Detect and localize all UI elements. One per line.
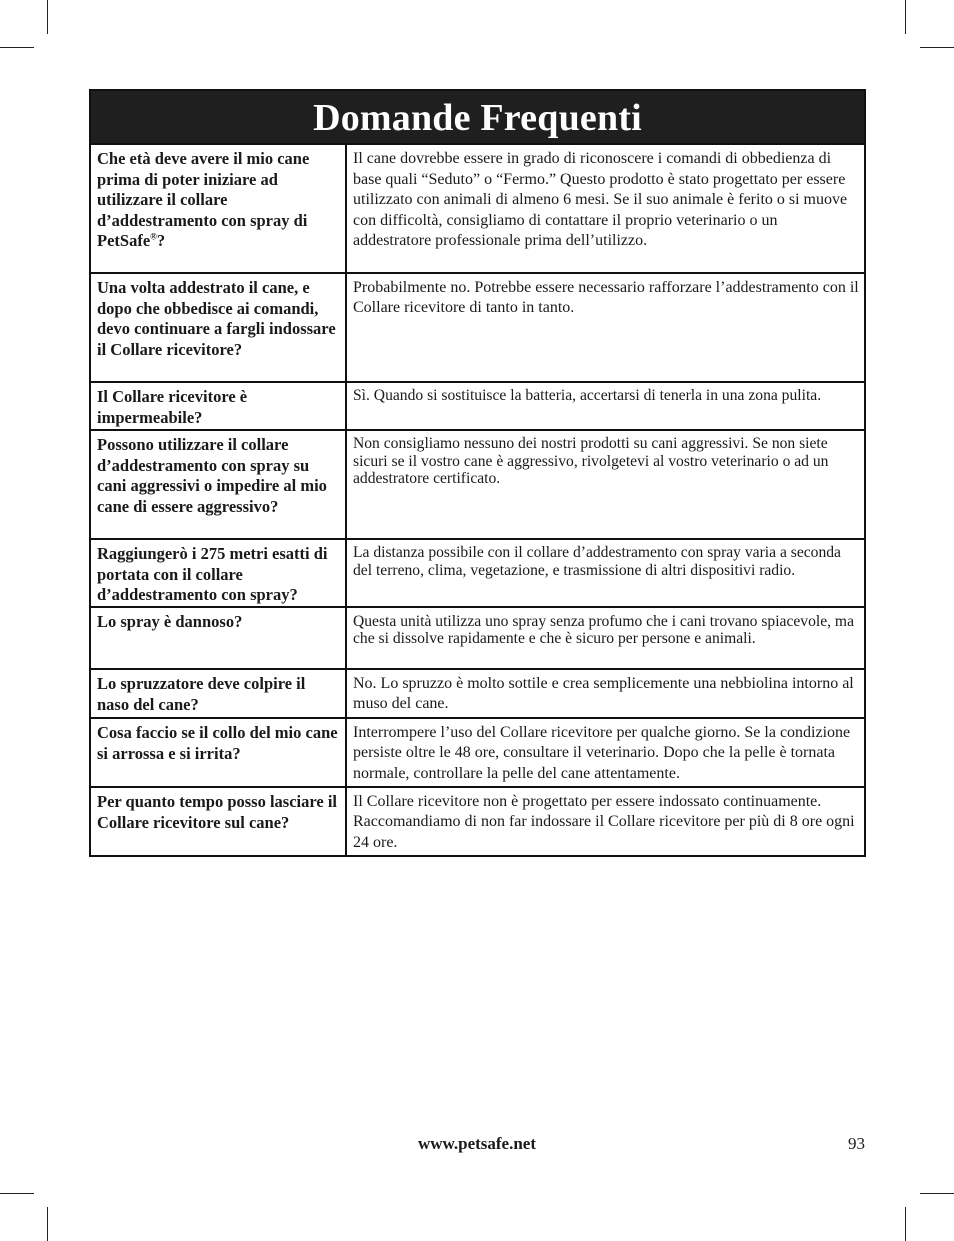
- faq-question: Cosa faccio se il collo del mio cane si arrossa e si irrita?: [91, 719, 347, 786]
- faq-question: Il Collare ricevitore è impermeabile?: [91, 383, 347, 429]
- faq-title: Domande Frequenti: [91, 91, 864, 143]
- faq-answer: La distanza possibile con il collare d’addestramento con spray varia a seconda del terreno, clima, vegetazione, e trasmissione di altri dispositivi radio.: [353, 544, 841, 579]
- faq-answer: Questa unità utilizza uno spray senza profumo che i cani trovano spiacevole, ma che si dissolve rapidamente e che è sicuro per persone e animali.: [353, 613, 854, 648]
- faq-question: Possono utilizzare il collare d’addestramento con spray su cani aggressivi o impedire al mio cane di essere aggressivo?: [91, 431, 347, 538]
- faq-answer: Sì. Quando si sostituisce la batteria, accertarsi di tenerla in una zona pulita.: [353, 387, 822, 404]
- crop-mark: [0, 47, 34, 48]
- faq-question: Lo spruzzatore deve colpire il naso del cane?: [91, 670, 347, 717]
- faq-answer: Il cane dovrebbe essere in grado di riconoscere i comandi di obbedienza di base quali “Seduto” o “Fermo.” Questo prodotto è stato progettato per essere utilizzato con animali di almeno 6 mesi. Se il suo animale è ferito o si muove con difficoltà, consigliamo di contattare il proprio veterinario o un addestratore professionale prima dell’utilizzo.: [353, 150, 848, 250]
- crop-mark: [0, 1193, 34, 1194]
- faq-row: [91, 143, 864, 272]
- faq-row: [91, 668, 864, 717]
- faq-table: [89, 89, 866, 857]
- faq-row: [91, 381, 864, 429]
- footer-url[interactable]: www.petsafe.net: [417, 1134, 537, 1153]
- faq-row: [91, 786, 864, 855]
- faq-question: Raggiungerò i 275 metri esatti di portata con il collare d’addestramento con spray?: [91, 540, 347, 606]
- crop-mark: [920, 1193, 954, 1194]
- faq-row: [91, 272, 864, 381]
- crop-mark: [920, 47, 954, 48]
- crop-mark: [905, 1207, 906, 1241]
- faq-answer: Il Collare ricevitore non è progettato per essere indossato continuamente. Raccomandiamo di non far indossare il Collare ricevitore per più di 8 ore ogni 24 ore.: [353, 793, 855, 851]
- page-number: 93: [848, 1134, 865, 1153]
- registered-mark: ®: [150, 231, 157, 242]
- faq-row: [91, 429, 864, 538]
- faq-answer: Interrompere l’uso del Collare ricevitore per qualche giorno. Se la condizione persiste oltre le 48 ore, consultare il veterinario. Dopo che la pelle è tornata normale, controllare la pelle del cane attentamente.: [353, 724, 851, 782]
- crop-mark: [47, 0, 48, 34]
- faq-row: [91, 538, 864, 606]
- faq-question: Lo spray è dannoso?: [91, 608, 347, 668]
- faq-answer: Non consigliamo nessuno dei nostri prodotti su cani aggressivi. Se non siete sicuri se il vostro cane è aggressivo, rivolgetevi al vostro veterinario o ad un addestratore certificato.: [353, 435, 829, 488]
- faq-answer: No. Lo spruzzo è molto sottile e crea semplicemente una nebbiolina intorno al muso del cane.: [353, 675, 854, 713]
- faq-answer: Probabilmente no. Potrebbe essere necessario rafforzare l’addestramento con il Collare ricevitore di tanto in tanto.: [353, 279, 859, 317]
- faq-row: [91, 717, 864, 786]
- crop-mark: [905, 0, 906, 34]
- crop-mark: [47, 1207, 48, 1241]
- faq-question: Che età deve avere il mio cane prima di poter iniziare ad utilizzare il collare d’addestramento con spray di PetSafe®?: [91, 145, 347, 272]
- faq-question: Per quanto tempo posso lasciare il Collare ricevitore sul cane?: [91, 788, 347, 855]
- faq-question: Una volta addestrato il cane, e dopo che obbedisce ai comandi, devo continuare a fargli indossare il Collare ricevitore?: [91, 274, 347, 381]
- faq-row: [91, 606, 864, 668]
